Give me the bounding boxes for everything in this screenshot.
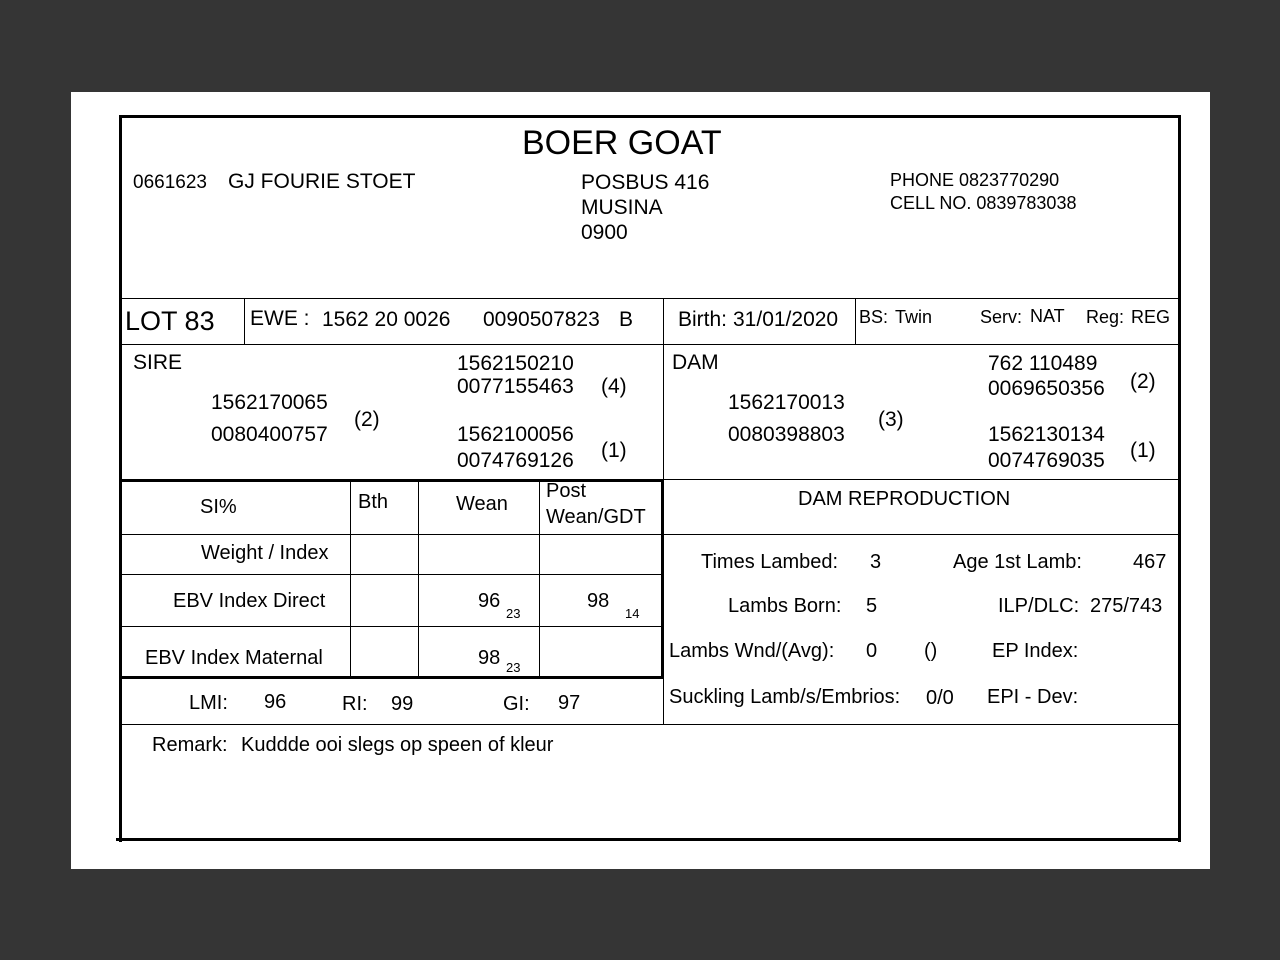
suckling-value: 0/0 xyxy=(926,687,954,709)
post-wean-header-line-2: Wean/GDT xyxy=(546,506,646,528)
lambs-weaned-avg: () xyxy=(924,640,938,662)
epi-dev-label: EPI - Dev: xyxy=(987,686,1079,708)
divider-lot-cell xyxy=(244,298,245,344)
cell-number: CELL NO. 0839783038 xyxy=(890,193,1077,213)
bs-label: BS: xyxy=(859,307,889,327)
sire-label: SIRE xyxy=(133,351,183,374)
serv-label: Serv: xyxy=(980,307,1023,327)
reg-label: Reg: xyxy=(1086,307,1125,327)
serv-value: NAT xyxy=(1030,306,1065,326)
address-line-3: 0900 xyxy=(581,221,628,244)
ebv-direct-wean-sub: 23 xyxy=(506,606,521,621)
border-top xyxy=(119,115,1181,118)
ilp-dlc-value: 275/743 xyxy=(1090,595,1163,617)
address-line-1: POSBUS 416 xyxy=(581,171,710,194)
sire-sire-id: 1562150210 xyxy=(457,352,574,375)
sire-sire-registration: 0077155463 xyxy=(457,375,574,398)
lmi-label: LMI: xyxy=(189,692,228,714)
dam-dam-count: (1) xyxy=(1130,439,1156,462)
times-lambed-label: Times Lambed: xyxy=(701,551,839,573)
ilp-dlc-label: ILP/DLC: xyxy=(998,595,1080,617)
times-lambed-value: 3 xyxy=(870,551,882,573)
ebv-maternal-label: EBV Index Maternal xyxy=(145,647,323,669)
page-title: BOER GOAT xyxy=(522,124,722,162)
lot-card xyxy=(119,115,1181,842)
remark-text: Kuddde ooi slegs op speen of kleur xyxy=(241,734,554,756)
dam-id: 1562170013 xyxy=(728,391,845,414)
bs-value: Twin xyxy=(895,307,933,327)
ewe-label: EWE : xyxy=(250,307,310,330)
dam-count: (3) xyxy=(878,408,904,431)
divider-col-post xyxy=(539,479,540,678)
post-wean-header-line-1: Post xyxy=(546,480,587,502)
ep-index-label: EP Index: xyxy=(992,640,1079,662)
lot-label: LOT 83 xyxy=(125,306,215,336)
remark-label: Remark: xyxy=(152,734,228,756)
divider-remark-top xyxy=(119,724,1181,725)
ebv-direct-label: EBV Index Direct xyxy=(173,590,326,612)
ebv-direct-wean: 96 xyxy=(478,590,501,612)
lambs-weaned-label: Lambs Wnd/(Avg): xyxy=(669,640,835,662)
divider-col-bth xyxy=(350,479,351,678)
weight-index-label: Weight / Index xyxy=(201,542,329,564)
gi-value: 97 xyxy=(558,692,581,714)
sire-count: (2) xyxy=(354,408,380,431)
dam-label: DAM xyxy=(672,351,719,374)
birth-label: Birth: xyxy=(678,308,728,331)
suckling-label: Suckling Lamb/s/Embrios: xyxy=(669,686,901,708)
divider-ewe-cell xyxy=(663,298,664,344)
divider-col-wean xyxy=(418,479,419,678)
lambs-born-label: Lambs Born: xyxy=(728,595,842,617)
dam-dam-id: 1562130134 xyxy=(988,423,1105,446)
lmi-value: 96 xyxy=(264,691,287,713)
dam-sire-id: 762 110489 xyxy=(988,352,1098,375)
dam-reproduction-title: DAM REPRODUCTION xyxy=(798,488,1011,510)
wean-header: Wean xyxy=(456,493,508,515)
divider-weight-row xyxy=(119,574,664,575)
sire-sire-count: (4) xyxy=(601,375,627,398)
gi-label: GI: xyxy=(503,693,530,715)
reg-value: REG xyxy=(1131,307,1171,327)
table-border-right xyxy=(661,479,664,678)
ebv-maternal-wean: 98 xyxy=(478,647,501,669)
sire-registration: 0080400757 xyxy=(211,423,328,446)
dam-sire-count: (2) xyxy=(1130,370,1156,393)
address-line-2: MUSINA xyxy=(581,196,663,219)
bth-header: Bth xyxy=(358,491,389,513)
sire-dam-count: (1) xyxy=(601,439,627,462)
lambs-born-value: 5 xyxy=(866,595,878,617)
ebv-direct-post: 98 xyxy=(587,590,610,612)
dam-dam-registration: 0074769035 xyxy=(988,449,1105,472)
border-bottom xyxy=(116,838,1178,841)
divider-header-row xyxy=(119,534,1181,535)
ebv-direct-post-sub: 14 xyxy=(625,606,640,621)
age-first-lamb-value: 467 xyxy=(1133,551,1167,573)
divider-birth-cell xyxy=(855,298,856,344)
birth-date: 31/01/2020 xyxy=(733,308,839,331)
si-header: SI% xyxy=(200,496,237,518)
divider-lot-top xyxy=(119,298,1181,299)
ri-label: RI: xyxy=(342,693,368,715)
lambs-weaned-value: 0 xyxy=(866,640,878,662)
table-border-bottom xyxy=(119,676,664,679)
ewe-registration: 0090507823 xyxy=(483,308,600,331)
divider-direct-row xyxy=(119,626,664,627)
breeder-number: 0661623 xyxy=(133,172,207,193)
ewe-code: B xyxy=(619,308,634,331)
dam-sire-registration: 0069650356 xyxy=(988,377,1105,400)
age-first-lamb-label: Age 1st Lamb: xyxy=(953,551,1082,573)
ewe-id: 1562 20 0026 xyxy=(322,308,451,331)
sire-id: 1562170065 xyxy=(211,391,328,414)
dam-registration: 0080398803 xyxy=(728,423,845,446)
lot-number: 83 xyxy=(184,306,215,336)
divider-pedigree-top xyxy=(119,344,1181,345)
ebv-maternal-wean-sub: 23 xyxy=(506,660,521,675)
ri-value: 99 xyxy=(391,693,414,715)
phone-number: PHONE 0823770290 xyxy=(890,170,1060,190)
breeder-name: GJ FOURIE STOET xyxy=(228,170,416,193)
sire-dam-registration: 0074769126 xyxy=(457,449,574,472)
sire-dam-id: 1562100056 xyxy=(457,423,574,446)
